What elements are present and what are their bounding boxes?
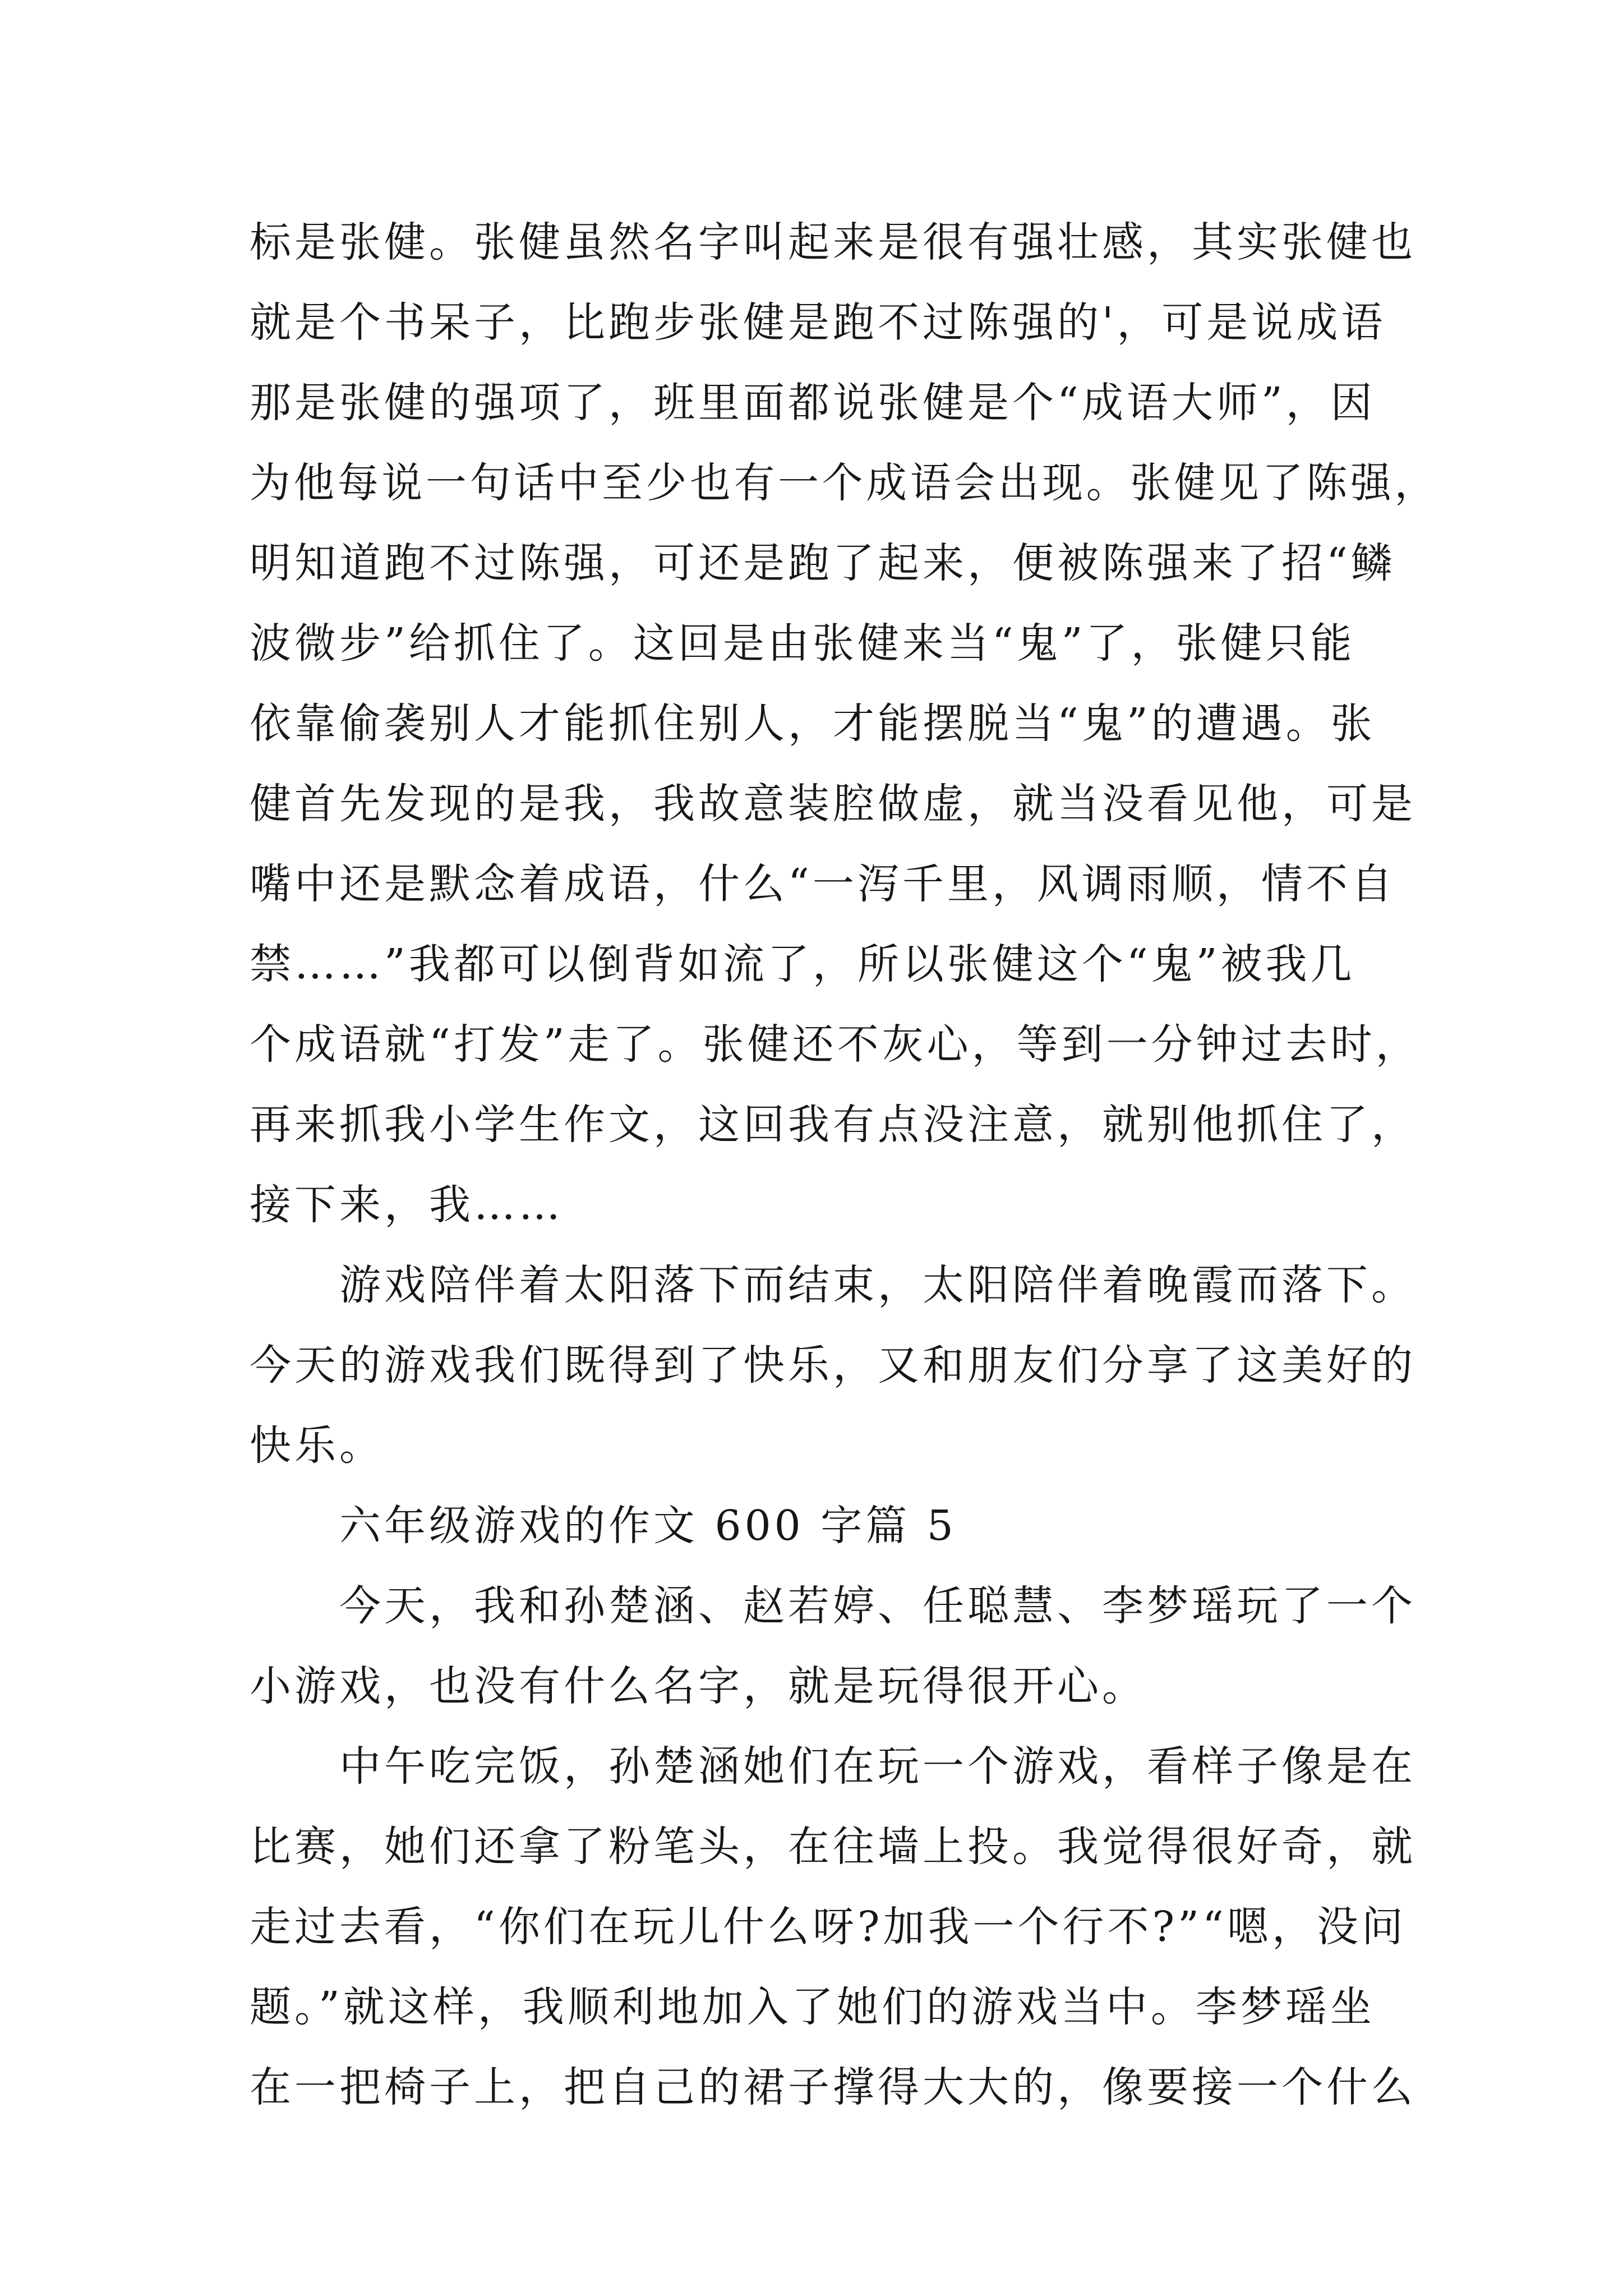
- text-line: 今天的游戏我们既得到了快乐，又和朋友们分享了这美好的: [250, 1341, 1416, 1389]
- text-line: 接下来，我……: [250, 1181, 564, 1229]
- text-line: 走过去看，“你们在玩儿什么呀?加我一个行不?”“嗯，没问: [250, 1903, 1407, 1951]
- text-line: 标是张健。张健虽然名字叫起来是很有强壮感，其实张健也: [250, 218, 1416, 266]
- text-line: 比赛，她们还拿了粉笔头，在往墙上投。我觉得很好奇，就: [250, 1823, 1416, 1871]
- text-line: 在一把椅子上，把自己的裙子撑得大大的，像要接一个什么: [250, 2063, 1416, 2111]
- text-line: 题。”就这样，我顺利地加入了她们的游戏当中。李梦瑶坐: [250, 1983, 1375, 2031]
- text-line: 依靠偷袭别人才能抓住别人，才能摆脱当“鬼”的遭遇。张: [250, 700, 1376, 748]
- text-line: 为他每说一句话中至少也有一个成语会出现。张健见了陈强，: [250, 459, 1438, 507]
- section-heading: 六年级游戏的作文 600 字篇 5: [339, 1502, 957, 1550]
- text-line: 健首先发现的是我，我故意装腔做虚，就当没看见他，可是: [250, 780, 1416, 828]
- text-line: 个成语就“打发”走了。张健还不灰心，等到一分钟过去时，: [250, 1020, 1421, 1069]
- text-line: 小游戏，也没有什么名字，就是玩得很开心。: [250, 1662, 1147, 1710]
- paragraph-first-line: 游戏陪伴着太阳落下而结束，太阳陪伴着晚霞而落下。: [339, 1261, 1416, 1309]
- paragraph-first-line: 今天，我和孙楚涵、赵若婷、任聪慧、李梦瑶玩了一个: [339, 1582, 1416, 1630]
- paragraph-first-line: 中午吃完饭，孙楚涵她们在玩一个游戏，看样子像是在: [339, 1742, 1416, 1791]
- text-line: 就是个书呆子，比跑步张健是跑不过陈强的'，可是说成语: [250, 298, 1386, 347]
- text-line: 禁……”我都可以倒背如流了，所以张健这个“鬼”被我几: [250, 940, 1355, 988]
- text-line: 那是张健的强项了，班里面都说张健是个“成语大师”，因: [250, 379, 1376, 427]
- text-line: 波微步”给抓住了。这回是由张健来当“鬼”了，张健只能: [250, 619, 1355, 668]
- text-line: 嘴中还是默念着成语，什么“一泻千里，风调雨顺，情不自: [250, 860, 1396, 908]
- text-line: 明知道跑不过陈强，可还是跑了起来，便被陈强来了招“鳞: [250, 539, 1396, 587]
- text-line: 再来抓我小学生作文，这回我有点没注意，就别他抓住了，: [250, 1101, 1416, 1149]
- text-line: 快乐。: [250, 1421, 384, 1470]
